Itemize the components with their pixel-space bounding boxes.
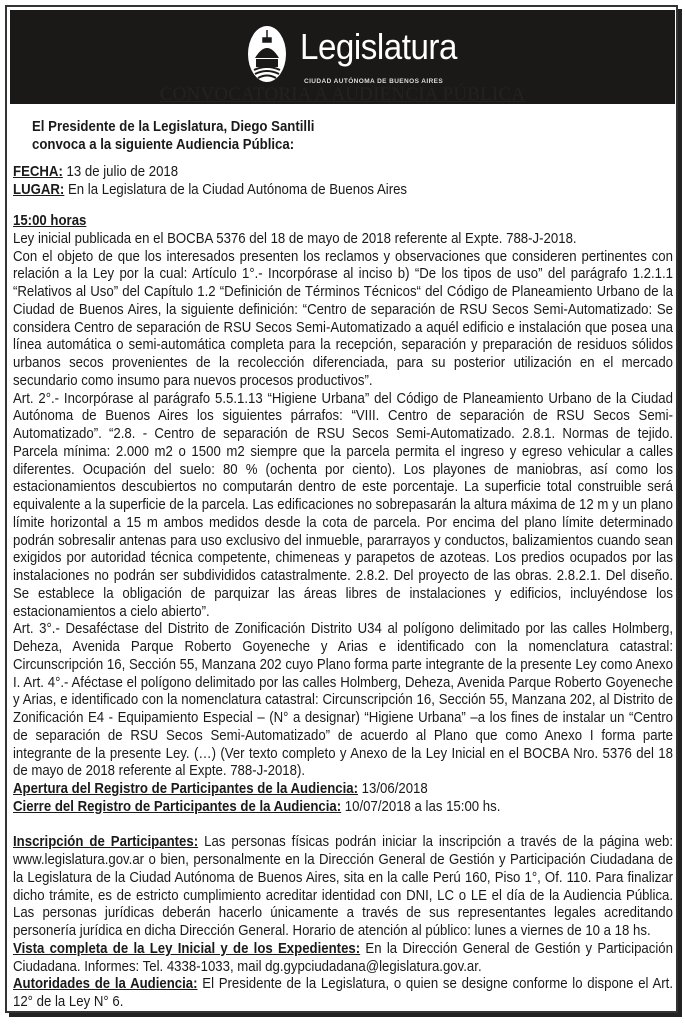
logo-name: Legislatura <box>300 26 457 67</box>
vista-label: Vista completa de la Ley Inicial y de los Expedientes: <box>13 939 361 957</box>
intro <box>32 118 648 154</box>
spacer <box>13 816 673 834</box>
cierre-row <box>13 798 673 816</box>
legislature-dome-logo-icon <box>246 24 288 84</box>
apertura-value: 13/06/2018 <box>358 780 428 797</box>
cierre-label: Cierre del Registro de Participantes de la Audiencia: <box>13 797 342 815</box>
paragraph: Art. 2°.- Incorpórase al parágrafo 5.5.1.13 “Higiene Urbana” del Código de Planeamiento Urbano de la Ciudad Autónoma de Buenos Aires los siguientes párrafos: “VIII. Centro de separación de RSU Secos Semi-Automatizado”. “2.8. - Centro de separación de RSU Secos Semi-Automatizado. 2.8.1. Normas de tejido. Parcela mínima: 2.000 m2 o 1500 m2 siempre que la parcela permita el ingreso y egreso vehicular a calles diferentes. Ocupación del suelo: 80 % (ochenta por ciento). Los playones de maniobras, así como los estacionamientos descubiertos no computarán dentro de este porcentaje. La superficie total construible será equivalente a la superficie de la parcela. Las edificaciones no sobrepasarán la altura máxima de 12 m y un plano límite horizontal a 15 m ambos medidos desde la cota de parcela. Por encima del plano límite determinado podrán sobresalir antenas para uso exclusivo del inmueble, pararrayos y conductos, balizamientos cuando sean exigidos por autoridad técnica competente, chimeneas y parapetos de azoteas. Los predios ocupados por las instalaciones no podrán ser subdivididos catastralmente. 2.8.2. Del proyecto de las obras. 2.8.2.1. Del diseño. Se establece la obligación de parquizar las áreas libres de instalaciones y edificios, incluyéndose los estacionamientos a cielo abierto”. <box>13 389 673 620</box>
paragraph: Art. 3°.- Desaféctase del Distrito de Zonificación Distrito U34 al polígono delimitado por las calles Holmberg, Deheza, Avenida Parque Roberto Goyeneche y Arias e identificado con la nomenclatura catastral: Circunscripción 16, Sección 55, Manzana 202 cuyo Plano forma parte integrante de la presente Ley como Anexo I. Art. 4°.- Aféctase el polígono delimitado por las calles Holmberg, Deheza, Avenida Parque Roberto Goyeneche y Arias, e identificado con la nomenclatura catastral: Circunscripción 16, Sección 55, Manzana 202, al Distrito de Zonificación E4 - Equipamiento Especial – (N° a designar) “Higiene Urbana” –a los fines de instalar un “Centro de separación de RSU Secos Semi-Automatizado” de acuerdo al Plano que como Anexo I forma parte integrante de la presente Ley. (…) (Ver texto completo y Anexo de la Ley Inicial en el BOCBA Nro. 5376 del 18 de mayo de 2018 referente al Expte. 788-J-2018). <box>13 620 673 780</box>
hour-heading: 15:00 horas <box>13 212 87 229</box>
lugar-row <box>13 181 673 199</box>
apertura-label: Apertura del Registro de Participantes de la Audiencia: <box>13 780 359 797</box>
notice-body <box>13 212 673 1011</box>
fecha-value: 13 de julio de 2018 <box>62 163 179 180</box>
page-title: CONVOCATORIA A AUDIENCIA PÚBLICA <box>159 84 526 105</box>
lugar-value: En la Legislatura de la Ciudad Autónoma de Buenos Aires <box>64 180 408 198</box>
fecha-label: FECHA: <box>13 163 63 180</box>
inscripcion-row <box>13 833 673 940</box>
autoridades-label: Autoridades de la Audiencia: <box>13 975 198 993</box>
inscripcion-value: Las personas físicas podrán iniciar la inscripción a través de la página web: www.legislatura.gov.ar o bien, personalmente en la Dirección General de Gestión y Participación Ciudadana de la Legislatura de la Ciudad Autónoma de Buenos Aires, sita en la calle Perú 160, Piso 1°, Of. 110. Para finalizar dicho trámite, es de estricto cumplimiento acreditar identidad con DNI, LC o LE el día de la Audiencia Pública. Las personas jurídicas deberán hacerlo únicamente a través de sus representantes legales acreditando personería jurídica en dicha Dirección General. Horario de atención al público: lunes a viernes de 10 a 18 hs. <box>13 833 674 939</box>
intro-line-2: convoca a la siguiente Audiencia Pública: <box>32 135 295 153</box>
fecha-row <box>13 163 673 181</box>
logo-subtitle: CIUDAD AUTÓNOMA DE BUENOS AIRES <box>304 78 444 85</box>
vista-value: En la Dirección General de Gestión y Participación Ciudadana. Informes: Tel. 4338-1033, mail dg.gypciudadana@legislatura.gov.ar. <box>13 939 673 975</box>
paragraph: Con el objeto de que los interesados presenten los reclamos y observaciones que consideren pertinentes con relación a la Ley por la cual: Artículo 1°.- Incorpórase al inciso b) “De los tipos de uso” del parágrafo 1.2.1.1 “Relativos al Uso” del Capítulo 1.2 “Definición de Términos Técnicos“ del Código de Planeamiento Urbano de la Ciudad de Buenos Aires, la siguiente definición: “Centro de separación de RSU Secos Semi-Automatizado: Se considera Centro de separación de RSU Secos Semi-Automatizado a aquél edificio e instalación que posea una línea automática o semi-automática completa para la recepción, separación y preparación de residuos sólidos urbanos secos provenientes de la recolección diferenciada, para su posterior utilización en el mercado secundario como insumo para nuevos procesos productivos”. <box>13 247 673 389</box>
lugar-label: LUGAR: <box>13 180 65 198</box>
vista-row <box>13 940 673 976</box>
autoridades-value: El Presidente de la Legislatura, o quien se designe conforme lo dispone el Art. 12° de la Ley N° 6. <box>13 975 674 1010</box>
cierre-value: 10/07/2018 a las 15:00 hs. <box>341 797 501 815</box>
apertura-row <box>13 780 673 798</box>
intro-line-1: El Presidente de la Legislatura, Diego Santilli <box>32 118 315 135</box>
paragraph: Ley inicial publicada en el BOCBA 5376 del 18 de mayo de 2018 referente al Expte. 788-J-2018. <box>13 229 577 247</box>
inscripcion-label: Inscripción de Participantes: <box>13 833 199 851</box>
meta <box>13 163 673 199</box>
autoridades-row <box>13 975 673 1011</box>
